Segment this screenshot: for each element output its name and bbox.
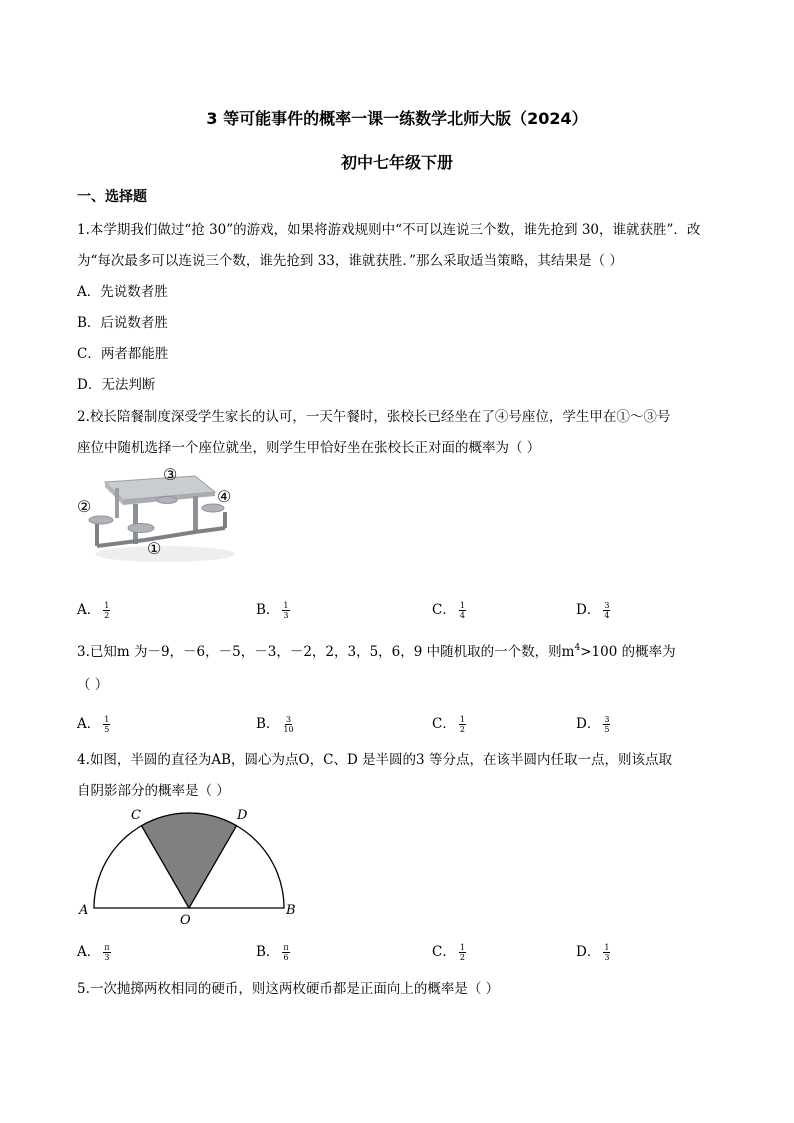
fraction: $\frac{3}{4}$ (604, 601, 610, 620)
q3-option-c: C． $\frac{1}{2}$ (432, 715, 465, 734)
point-label-d: D (237, 808, 248, 823)
q3-option-a: A． $\frac{1}{5}$ (77, 715, 110, 734)
q4-stem-line1: 4.如图，半圆的直径为AB，圆心为点O，C、D 是半圆的3 等分点，在该半圆内任取一点，则该点取 (77, 752, 672, 768)
q1-option-c: C．两者都能胜 (77, 346, 169, 362)
q1-option-d: D．无法判断 (77, 377, 156, 393)
fraction: $\frac{1}{5}$ (104, 715, 110, 734)
q1-stem-line2: 为“每次最多可以连说三个数，谁先抢到 33，谁就获胜．”那么采取适当策略，其结果是（ ） (77, 253, 623, 269)
point-label-a: A (79, 903, 89, 918)
q1-stem-line1: 1.本学期我们做过“抢 30”的游戏，如果将游戏规则中“不可以连说三个数，谁先抢到 30，谁就获胜”．改 (77, 222, 701, 238)
q3-option-d: D． $\frac{3}{5}$ (576, 715, 610, 734)
q4-option-b: B． $\frac{\pi}{6}$ (256, 943, 289, 962)
q4-stem-line2: 自阴影部分的概率是（ ） (77, 783, 230, 799)
semicircle-figure (75, 800, 305, 930)
fraction: $\frac{1}{4}$ (459, 601, 465, 620)
q1-option-b: B．后说数者胜 (77, 315, 168, 331)
point-label-c: C (131, 808, 141, 823)
seat-label-3: ③ (163, 465, 178, 484)
point-label-o: O (180, 913, 191, 928)
seat-label-4: ④ (217, 487, 232, 506)
q2-option-d: D． $\frac{3}{4}$ (576, 601, 610, 620)
q3-stem-line1: 3.已知m 为－9，－6，－5，－3，－2，2，3，5，6，9 中随机取的一个数，则$m^4>100$ 的概率为 (77, 643, 676, 660)
q4-option-d: D． $\frac{1}{3}$ (576, 943, 610, 962)
fraction: $\frac{1}{2}$ (104, 601, 110, 620)
point-label-b: B (286, 903, 296, 918)
q4-option-a: A． $\frac{\pi}{3}$ (77, 943, 110, 962)
q2-stem-line1: 2.校长陪餐制度深受学生家长的认可，一天午餐时，张校长已经坐在了④号座位，学生甲在①～③号 (77, 409, 671, 425)
document-subtitle: 初中七年级下册 (340, 153, 453, 172)
seat-label-1: ① (147, 539, 162, 558)
fraction: $\frac{1}{2}$ (459, 943, 465, 962)
fraction: $\frac{3}{10}$ (283, 715, 294, 734)
fraction: $\frac{3}{5}$ (604, 715, 610, 734)
fraction: $\frac{1}{3}$ (283, 601, 289, 620)
fraction: $\frac{1}{3}$ (604, 943, 610, 962)
fraction: $\frac{\pi}{6}$ (283, 943, 289, 962)
q2-stem-line2: 座位中随机选择一个座位就坐，则学生甲恰好坐在张校长正对面的概率为（ ） (77, 440, 541, 456)
fraction: $\frac{\pi}{3}$ (104, 943, 110, 962)
dining-table-figure (75, 462, 245, 572)
q3-stem-line2: （ ） (77, 677, 109, 693)
q3-option-b: B． $\frac{3}{10}$ (256, 715, 294, 734)
q1-option-a: A．先说数者胜 (77, 284, 168, 300)
q2-option-c: C． $\frac{1}{4}$ (432, 601, 465, 620)
q4-option-c: C． $\frac{1}{2}$ (432, 943, 465, 962)
seat-label-2: ② (77, 497, 92, 516)
fraction: $\frac{1}{2}$ (459, 715, 465, 734)
q5-stem-line1: 5.一次抛掷两枚相同的硬币，则这两枚硬币都是正面向上的概率是（ ） (77, 981, 500, 997)
section-heading: 一、选择题 (77, 189, 147, 205)
document-title: 3 等可能事件的概率一课一练数学北师大版（2024） (206, 109, 588, 128)
q2-option-b: B． $\frac{1}{3}$ (256, 601, 289, 620)
q2-option-a: A． $\frac{1}{2}$ (77, 601, 110, 620)
